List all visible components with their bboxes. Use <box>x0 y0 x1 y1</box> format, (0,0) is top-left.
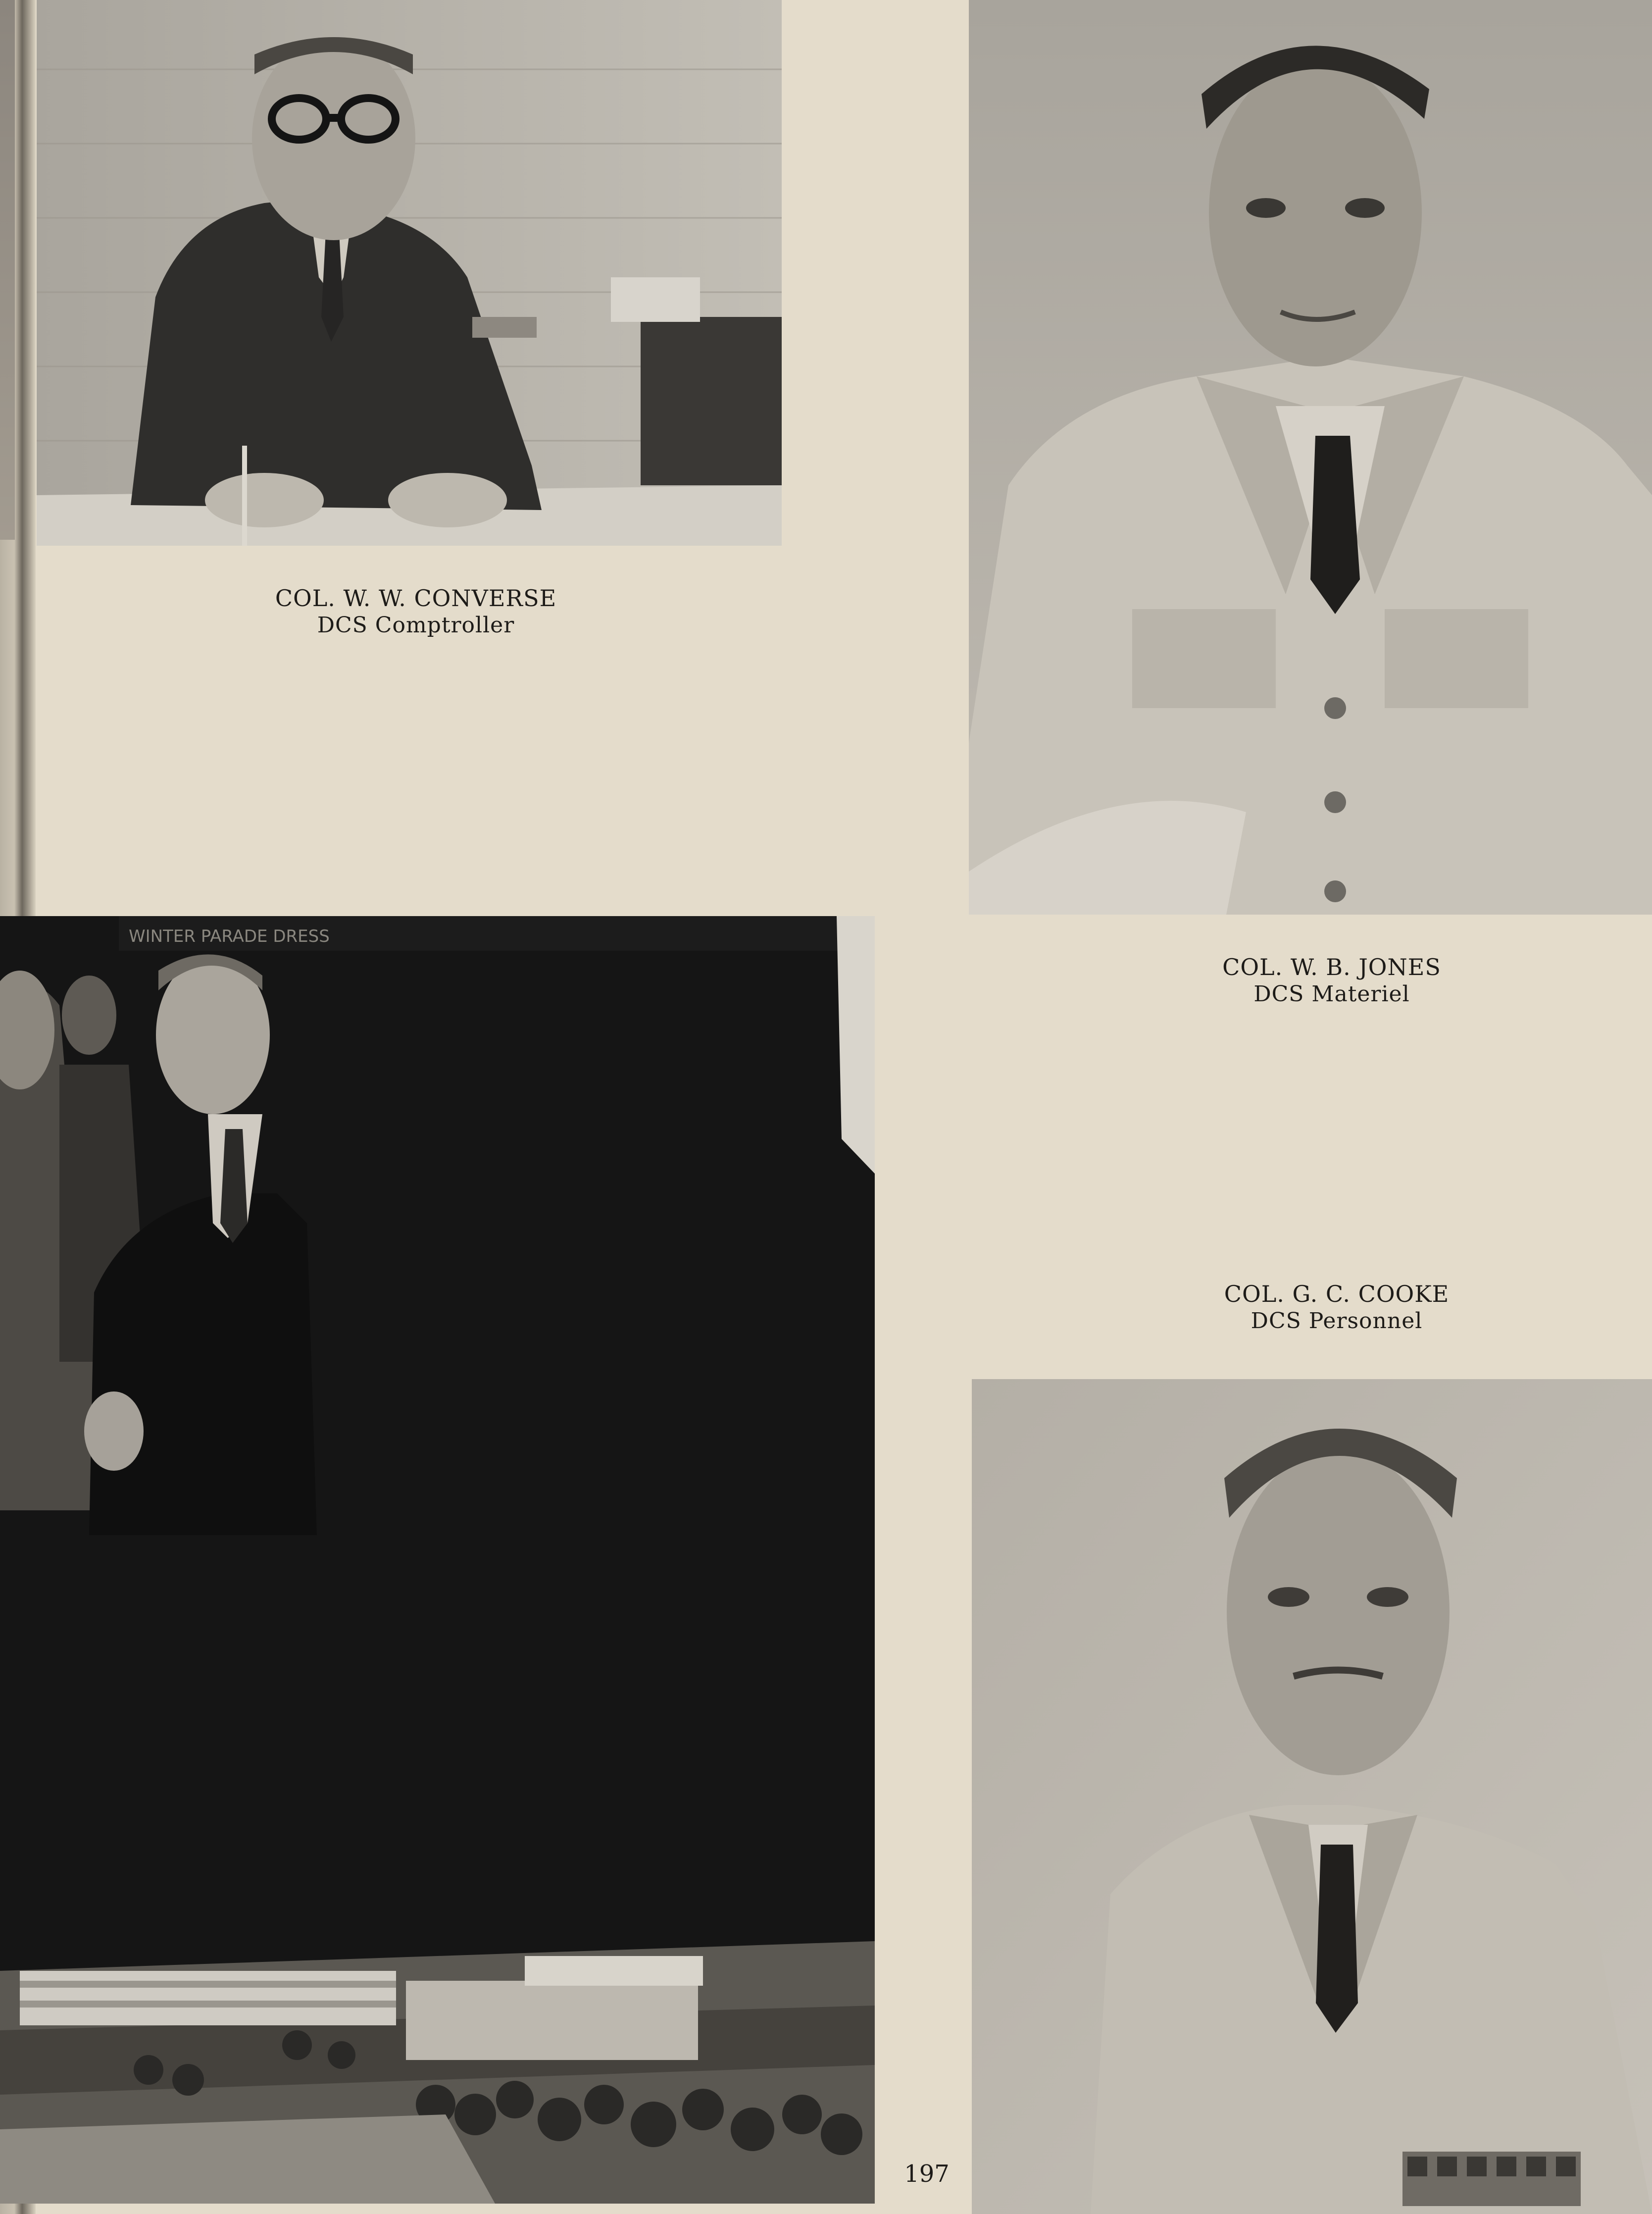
caption-title: DCS Comptroller <box>317 613 515 638</box>
group-event-photo <box>0 916 875 2204</box>
converse-caption <box>213 584 619 639</box>
converse-portrait-photo <box>37 0 782 546</box>
caption-name: COL. W. B. JONES <box>1222 954 1441 980</box>
cooke-portrait-photo <box>972 1379 1652 2214</box>
caption-name: COL. W. W. CONVERSE <box>275 585 557 612</box>
banner-text: WINTER PARADE DRESS <box>129 927 330 946</box>
caption-title: DCS Personnel <box>1251 1308 1423 1334</box>
page-number: 197 <box>904 2160 950 2188</box>
jones-caption <box>1134 953 1530 1008</box>
caption-name: COL. G. C. COOKE <box>1224 1281 1450 1307</box>
portrait-photo-icon <box>972 1379 1652 2214</box>
event-photo-icon <box>0 916 875 2204</box>
jones-portrait-photo <box>969 0 1652 915</box>
previous-page-edge <box>0 0 15 540</box>
portrait-photo-icon <box>37 0 782 546</box>
portrait-photo-icon <box>969 0 1652 915</box>
caption-title: DCS Materiel <box>1253 981 1410 1007</box>
cooke-caption <box>1134 1280 1540 1335</box>
